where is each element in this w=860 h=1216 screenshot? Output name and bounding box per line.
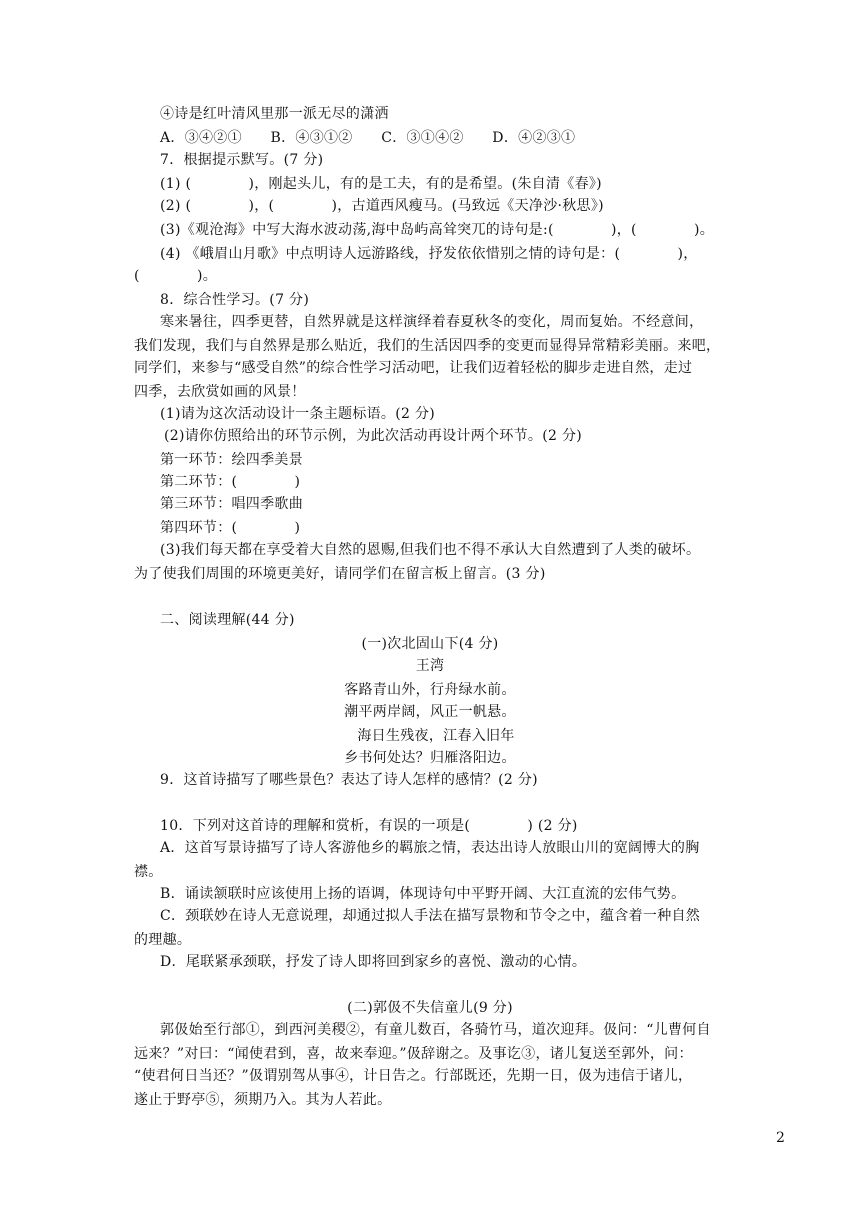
poem-line: 潮平两岸阔，风正一帆悬。 (344, 704, 516, 720)
q8-step-3: 第三环节：唱四季歌曲 (160, 496, 303, 512)
q8-paragraph-line: 同学们，来参与“感受自然”的综合性学习活动吧，让我们迈着轻松的脚步走进自然，走过 (134, 360, 693, 376)
q10-option-c: C．颈联妙在诗人无意说理，却通过拟人手法在描写景物和节令之中，蕴含着一种自然 (160, 908, 701, 924)
q10-option-b: B．诵读颔联时应该使用上扬的语调，体现诗句中平野开阔、大江直流的宏伟气势。 (160, 886, 686, 902)
passage-2-line: 遂止于野亭⑤，须期乃入。其为人若此。 (134, 1092, 392, 1108)
q10-option-d: D．尾联紧承颈联，抒发了诗人即将回到家乡的喜悦、激动的心情。 (160, 954, 587, 970)
passage-2-title: (二)郭伋不失信童儿(9 分) (347, 1000, 513, 1016)
poem-line: 乡书何处达？归雁洛阳边。 (344, 750, 516, 766)
q10-option-a: A．这首写景诗描写了诗人客游他乡的羁旅之情，表达出诗人放眼山川的宽阔博大的胸 (160, 840, 700, 856)
q7-line-2: (2) ( )，( )，古道西风瘦马。(马致远《天净沙·秋思》) (160, 198, 604, 214)
q8-sub-3: (3)我们每天都在享受着大自然的恩赐,但我们也不得不承认大自然遭到了人类的破坏。 (160, 542, 701, 558)
q8-sub-3-cont: 为了使我们周围的环境更美好，请同学们在留言板上留言。(3 分) (134, 566, 546, 582)
q10-option-c-cont: 的理趣。 (134, 932, 192, 948)
page-number: 2 (776, 1130, 785, 1146)
q8-paragraph-line: 寒来暑往，四季更替，自然界就是这样演绎着春夏秋冬的变化，周而复始。不经意间， (160, 314, 704, 330)
q10-title: 10．下列对这首诗的理解和赏析，有误的一项是( ) (2 分) (160, 818, 578, 834)
passage-2-line: “使君何日当还？”伋谓别驾从事④，计日告之。行部既还，先期一日，伋为违信于诸儿， (134, 1068, 693, 1084)
q8-paragraph-line: 四季，去欣赏如画的风景！ (134, 384, 306, 400)
q9: 9．这首诗描写了哪些景色？表达了诗人怎样的感情？(2 分) (160, 772, 538, 788)
poem-line: 海日生残夜，江春入旧年 (357, 728, 515, 744)
q8-step-4: 第四环节：( ) (160, 520, 301, 536)
poem-line: 客路青山外，行舟绿水前。 (344, 682, 516, 698)
q8-step-2: 第二环节：( ) (160, 474, 301, 490)
q6-options: A．③④②① B．④③①② C．③①④② D．④②③① (160, 130, 576, 146)
q8-paragraph-line: 我们发现，我们与自然界是那么贴近，我们的生活因四季的变更而显得异常精彩美丽。来吧， (134, 338, 721, 354)
q7-title: 7．根据提示默写。(7 分) (160, 152, 324, 168)
q8-title: 8．综合性学习。(7 分) (160, 292, 310, 308)
section-2-heading: 二、阅读理解(44 分) (160, 612, 295, 628)
passage-2-line: 远来？”对曰：“闻使君到，喜，故来奉迎。”伋辞谢之。及事讫③，诸儿复送至郭外，问： (134, 1046, 693, 1062)
q7-line-1: (1) ( )，刚起头儿，有的是工夫，有的是希望。(朱自清《春》) (160, 176, 602, 192)
q8-sub-1: (1)请为这次活动设计一条主题标语。(2 分) (160, 406, 436, 422)
q7-line-3: (3)《观沧海》中写大海水波动荡,海中岛屿高耸突兀的诗句是:( )，( )。 (160, 222, 715, 238)
poem-title: (一)次北固山下(4 分) (361, 636, 499, 652)
q10-option-a-cont: 襟。 (134, 864, 163, 880)
q8-sub-2: (2)请你仿照给出的环节示例，为此次活动再设计两个环节。(2 分) (164, 428, 583, 444)
q7-line-4: (4) 《峨眉山月歌》中点明诗人远游路线，抒发依依惜别之情的诗句是：( )， (160, 246, 698, 262)
poem-author: 王湾 (415, 658, 445, 674)
passage-2-line: 郭伋始至行部①，到西河美稷②，有童儿数百，各骑竹马，道次迎拜。伋问：“儿曹何自 (160, 1022, 711, 1038)
q7-line-4-cont: ( )。 (134, 268, 218, 284)
q8-step-1: 第一环节：绘四季美景 (160, 452, 303, 468)
q6-item-4: ④诗是红叶清风里那一派无尽的潇洒 (160, 106, 389, 122)
